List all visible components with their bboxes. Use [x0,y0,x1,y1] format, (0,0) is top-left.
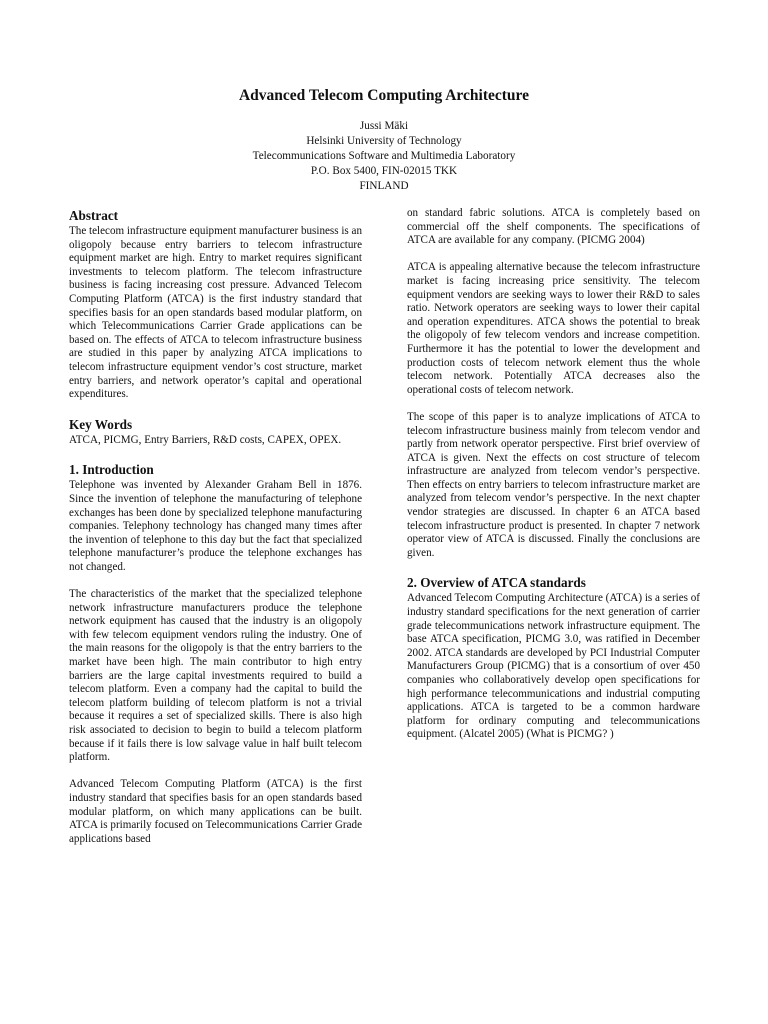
author-block [0,119,768,194]
intro-paragraph-1: Telephone was invented by Alexander Graham Bell in 1876. Since the invention of telephone the manufacturing of telephone exchanges has been done by specialized telephone manufacturing companies. Telephony technology has changed many times after the invention of telephone to this day but the fact that specialized telephone manufacturer’s produce the telephone exchanges has not changed. [69,479,362,573]
keywords-text: ATCA, PICMG, Entry Barriers, R&D costs, CAPEX, OPEX. [69,433,342,446]
author-laboratory: Telecommunications Software and Multimedia Laboratory [252,150,516,162]
author-address: P.O. Box 5400, FIN-02015 TKK [310,165,458,177]
left-column [69,207,362,846]
intro-paragraph-5: The scope of this paper is to analyze implications of ATCA to telecom infrastructure business mainly from telecom vendor and partly from network operator perspective. First brief overview of ATCA is given. Next the effects on cost structure of telecom infrastructure are analyzed from telecom vendor’s perspective. Then effects on entry barriers to telecom infrastructure market are analyzed from telecom vendor’s perspective. In the next chapter vendor strategies are discussed. In chapter 6 an ATCA based telecom infrastructure product is presented. In chapter 7 network operator view of ATCA is discussed. Finally the conclusions are given. [407,410,700,559]
overview-heading: 2. Overview of ATCA standards [407,575,586,591]
paper-title: Advanced Telecom Computing Architecture [238,87,530,104]
author-name: Jussi Mäki [359,120,409,132]
abstract-text: The telecom infrastructure equipment manufacturer business is an oligopoly because entry barriers to telecom infrastructure equipment market are high. Entry to market requires significant investments to telecom platform. The telecom infrastructure business is facing increasing cost pressure. Advanced Telecom Computing Platform (ATCA) is the first industry standard that specifies basis for an open standards based modular platform, on which Telecommunications Carrier Grade applications can be based on. The effects of ATCA to telecom infrastructure business are studied in this paper by analyzing ATCA implications to telecom infrastructure equipment vendor’s cost structure, market entry barriers, and network operator’s capital and operational expenditures. [69,225,362,401]
overview-text: Advanced Telecom Computing Architecture (ATCA) is a series of industry standard specifications for the next generation of carrier grade telecommunications network infrastructure equipment. The base ATCA specification, PICMG 3.0, was ratified in December 2002. ATCA standards are developed by PCI Industrial Computer Manufacturers Group (PICMG) that is a consortium of over 450 companies who collaboratively develop open specifications for high performance telecommunications and industrial computing applications. ATCA is targeted to be a common hardware platform for ordinary computing and telecommunications equipment. (Alcatel 2005) (What is PICMG? ) [407,592,700,741]
keywords-heading: Key Words [69,416,133,432]
intro-paragraph-3-continued: on standard fabric solutions. ATCA is completely based on commercial off the shelf components. The specifications of ATCA are available for any company. (PICMG 2004) [407,207,700,247]
introduction-heading: 1. Introduction [69,462,154,478]
intro-paragraph-2: The characteristics of the market that the specialized telephone network infrastructure manufacturers produce the telephone network equipment has caused that the industry is an oligopoly with few telecom equipment vendors ruling the industry. One of the main reasons for the oligopoly is that the entry barriers to the market have been high. The main contributor to high entry barriers are the large capital investments required to build a telecom platform. Even a company had the capital to build the telecom platform building of telecom platform is not a trivial because it requires a set of specialized skills. There is also high risk associated to decision to begin to build a telecom platform because if it fails there is low salvage value in half built telecom platform. [69,588,362,764]
abstract-heading: Abstract [69,208,119,223]
intro-paragraph-3: Advanced Telecom Computing Platform (ATCA) is the first industry standard that specifies basis for an open standards based modular platform, on which many applications can be built. ATCA is primarily focused on Telecommunications Carrier Grade applications based [69,778,362,845]
author-country: FINLAND [359,180,409,192]
author-affiliation: Helsinki University of Technology [306,135,462,147]
right-column [407,207,700,742]
intro-paragraph-4: ATCA is appealing alternative because the telecom infrastructure market is facing increasing price sensitivity. The telecom equipment vendors are seeking ways to lower their R&D to sales ratio. Network operators are seeking ways to lower their capital and operation expenditures. ATCA shows the potential to break the oligopoly of few telecom vendors and increase competition. Furthermore it has the potential to lower the development and production costs of telecom network element thus the whole telecom network. Potentially ATCA decreases also the operational costs of telecom network. [407,261,700,396]
